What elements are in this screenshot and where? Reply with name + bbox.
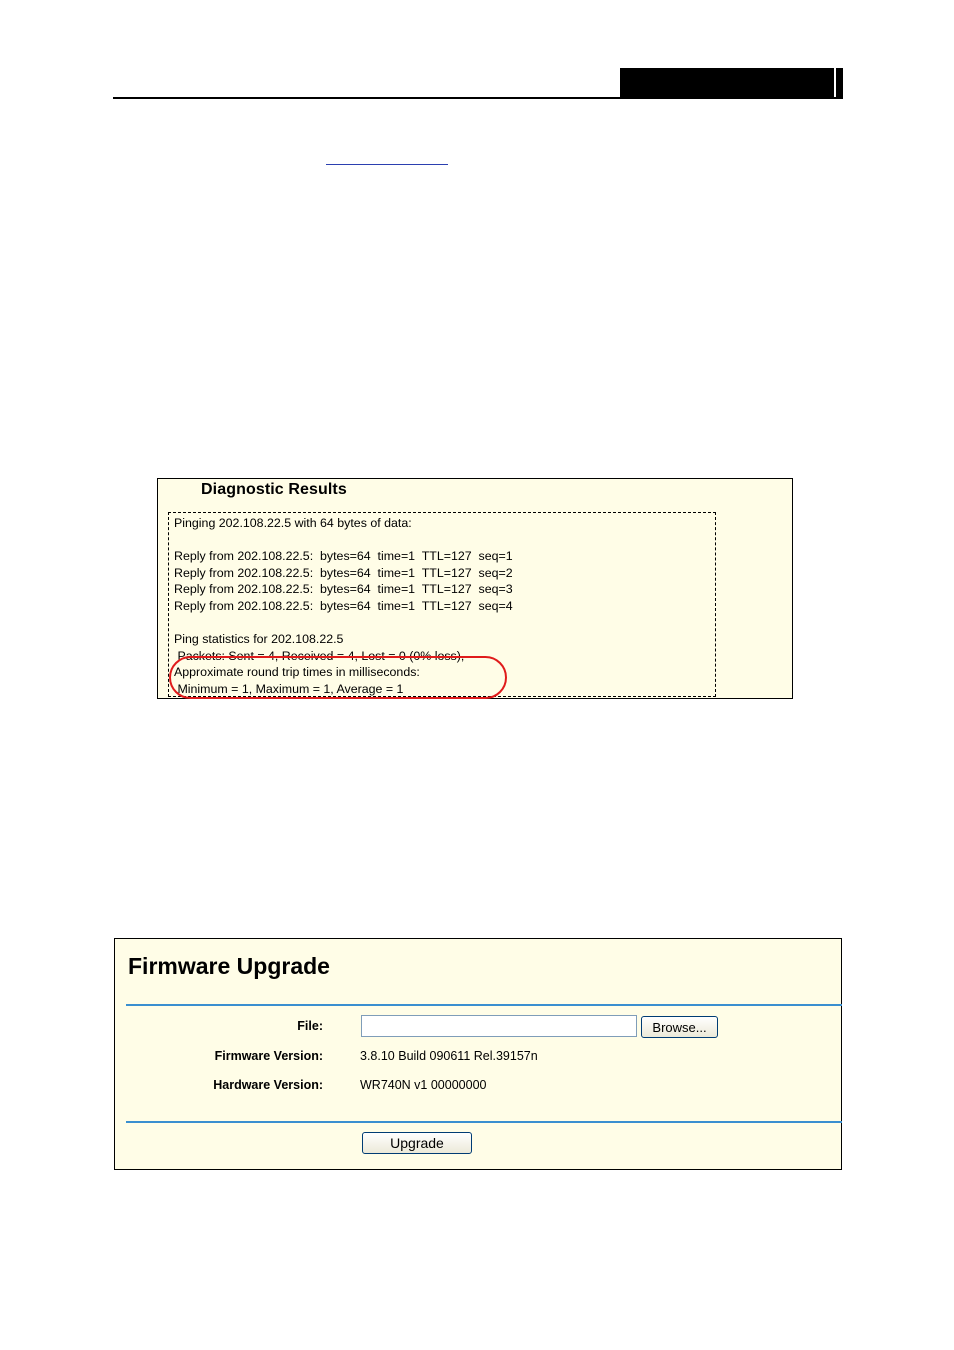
- upgrade-button[interactable]: Upgrade: [362, 1132, 472, 1154]
- file-label: File:: [297, 1019, 323, 1033]
- diagnostic-output-box: [168, 512, 716, 697]
- diagnostic-line: Reply from 202.108.22.5: bytes=64 time=1 TTL=127 seq=3: [174, 582, 513, 597]
- ping-statistics-highlight: [169, 656, 507, 699]
- diagnostic-line: [174, 532, 513, 549]
- diagnostic-line: Packets: Sent = 4, Received = 4, Lost = 0 (0% loss),: [174, 648, 465, 663]
- hardware-version-value: WR740N v1 00000000: [360, 1078, 487, 1092]
- hardware-version-label: Hardware Version:: [213, 1078, 323, 1092]
- header-block-edge: [836, 68, 843, 99]
- top-divider: [126, 1004, 842, 1006]
- link-underline[interactable]: [326, 164, 448, 165]
- header-block: [620, 68, 834, 99]
- diagnostic-results-panel: [157, 478, 793, 699]
- file-input[interactable]: [361, 1015, 637, 1037]
- bottom-divider: [126, 1121, 842, 1123]
- firmware-version-label: Firmware Version:: [214, 1049, 323, 1063]
- diagnostic-line: Ping statistics for 202.108.22.5: [174, 632, 344, 647]
- diagnostic-line: Reply from 202.108.22.5: bytes=64 time=1 TTL=127 seq=4: [174, 598, 513, 613]
- browse-button[interactable]: Browse...: [641, 1016, 718, 1038]
- diagnostic-results-title: Diagnostic Results: [201, 481, 347, 498]
- diagnostic-line: Minimum = 1, Maximum = 1, Average = 1: [174, 681, 404, 696]
- diagnostic-line: [174, 615, 513, 632]
- firmware-version-value: 3.8.10 Build 090611 Rel.39157n: [360, 1049, 538, 1063]
- diagnostic-line: Approximate round trip times in milliseconds:: [174, 665, 420, 680]
- diagnostic-line: Pinging 202.108.22.5 with 64 bytes of data:: [174, 516, 412, 530]
- header-rule: [113, 97, 843, 99]
- firmware-upgrade-title: Firmware Upgrade: [128, 953, 330, 979]
- firmware-upgrade-panel: [114, 938, 842, 1170]
- diagnostic-line: Reply from 202.108.22.5: bytes=64 time=1 TTL=127 seq=2: [174, 565, 513, 580]
- diagnostic-line: Reply from 202.108.22.5: bytes=64 time=1 TTL=127 seq=1: [174, 549, 513, 564]
